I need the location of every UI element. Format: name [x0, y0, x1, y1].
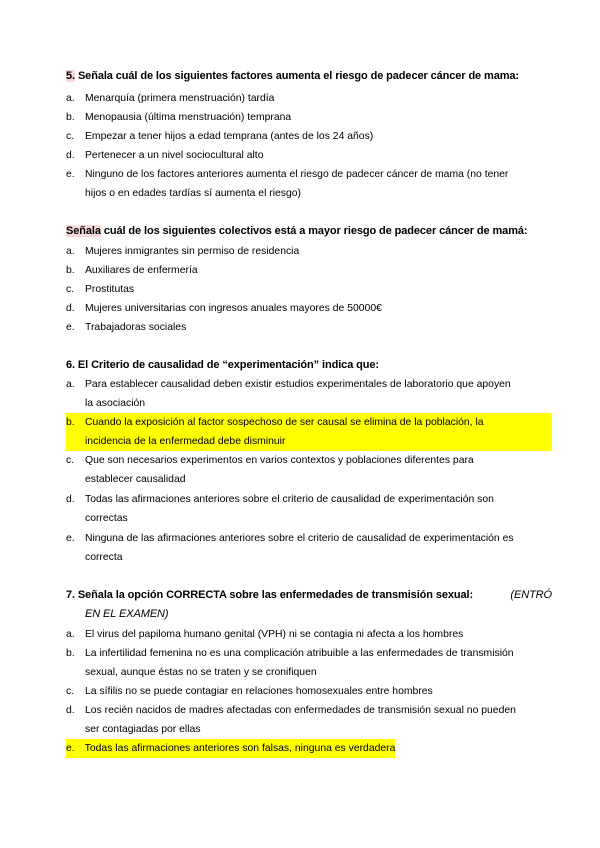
option-letter: d.	[66, 303, 75, 314]
option-text: Mujeres universitarias con ingresos anuales mayores de 50000€	[85, 303, 382, 314]
option-text-line-2: correcta	[85, 552, 123, 563]
option-letter: a.	[66, 629, 75, 640]
option-text: Todas las afirmaciones anteriores son falsas, ninguna es verdadera	[84, 743, 396, 754]
option-text-line-1: Ninguno de los factores anteriores aumenta el riesgo de padecer cáncer de mama (no tener	[85, 169, 509, 180]
option-letter: d.	[66, 494, 75, 505]
question-7-text: 7. Señala la opción CORRECTA sobre las enfermedades de transmisión sexual:	[66, 589, 474, 601]
question-5-option-c	[66, 127, 552, 146]
option-text: El virus del papiloma humano genital (VPH) ni se contagia ni afecta a los hombres	[85, 629, 464, 640]
question-5b-option-e	[66, 318, 552, 337]
option-letter: b.	[66, 265, 75, 276]
question-5b-option-b	[66, 261, 552, 280]
option-letter: c.	[66, 131, 75, 142]
highlight	[66, 739, 395, 758]
question-6-option-d	[66, 490, 552, 528]
option-letter: a.	[66, 379, 75, 390]
option-text: Menarquía (primera menstruación) tardía	[85, 93, 275, 104]
option-text: Menopausia (última menstruación) temprana	[85, 112, 292, 123]
option-text: Empezar a tener hijos a edad temprana (antes de los 24 años)	[85, 131, 374, 142]
option-letter: a.	[66, 246, 75, 257]
question-7-note-line-2: EN EL EXAMEN)	[85, 608, 169, 620]
question-5b-highlighted-word: Señala	[66, 225, 101, 237]
question-5b-option-a	[66, 242, 552, 261]
question-5-option-e	[66, 165, 552, 203]
option-letter: b.	[66, 112, 75, 123]
option-text: Auxiliares de enfermería	[85, 265, 198, 276]
question-5b-option-c	[66, 280, 552, 299]
question-5-text: Señala cuál de los siguientes factores aumenta el riesgo de padecer cáncer de mama:	[74, 70, 519, 82]
question-5-option-d	[66, 146, 552, 165]
highlight: incidencia de la enfermedad debe disminuir	[85, 436, 286, 447]
question-7-option-a	[66, 625, 552, 644]
option-letter: b.	[66, 417, 75, 428]
option-letter: b.	[66, 648, 75, 659]
option-text-line-2: establecer causalidad	[85, 474, 186, 485]
option-letter: e.	[66, 169, 75, 180]
option-letter: d.	[66, 705, 75, 716]
option-text-line-1: Ninguna de las afirmaciones anteriores sobre el criterio de causalidad de experimentación es	[85, 533, 514, 544]
question-7-option-b	[66, 644, 552, 682]
option-text-line-1: Todas las afirmaciones anteriores sobre el criterio de causalidad de experimentación son	[85, 494, 494, 505]
option-letter: d.	[66, 150, 75, 161]
question-5b-option-d	[66, 299, 552, 318]
option-text: Trabajadoras sociales	[85, 322, 187, 333]
question-6-title: 6. El Criterio de causalidad de “experimentación” indica que:	[66, 359, 379, 371]
question-7-title	[66, 586, 552, 624]
option-text: Mujeres inmigrantes sin permiso de residencia	[85, 246, 300, 257]
question-5-option-a	[66, 89, 552, 108]
option-letter: e.	[66, 533, 75, 544]
question-6-option-c	[66, 451, 552, 489]
option-text-line-2: hijos o en edades tardías sí aumenta el riesgo)	[85, 188, 302, 199]
option-letter: c.	[66, 455, 75, 466]
option-text: Prostitutas	[85, 284, 135, 295]
question-6-option-a	[66, 375, 552, 413]
question-6-option-e	[66, 529, 552, 567]
option-text: La sífilis no se puede contagiar en relaciones homosexuales entre hombres	[85, 686, 433, 697]
option-text-line-2: ser contagiadas por ellas	[85, 724, 201, 735]
question-7-option-d	[66, 701, 552, 739]
option-letter: e.	[66, 322, 75, 333]
question-7-option-c	[66, 682, 552, 701]
option-letter: a.	[66, 93, 75, 104]
question-5-option-b	[66, 108, 552, 127]
option-text-line-1: Para establecer causalidad deben existir estudios experimentales de laboratorio que apoyen	[85, 379, 511, 390]
question-5b-title	[66, 222, 552, 241]
option-text: Pertenecer a un nivel sociocultural alto	[85, 150, 264, 161]
question-5-title	[66, 67, 552, 86]
option-letter: e.	[66, 743, 75, 754]
option-text-line-2: la asociación	[85, 398, 146, 409]
question-7-option-e-highlighted	[66, 739, 552, 758]
option-letter: c.	[66, 284, 75, 295]
question-5b-text: cuál de los siguientes colectivos está a mayor riesgo de padecer cáncer de mamá:	[100, 225, 528, 237]
question-7-note-line-1: (ENTRÓ	[510, 589, 552, 601]
question-5-number: 5.	[66, 70, 75, 82]
option-text-line-1: La infertilidad femenina no es una complicación atribuible a las enfermedades de transmisión	[85, 648, 514, 659]
option-text-line-1: Cuando la exposición al factor sospechoso de ser causal se elimina de la población, la	[85, 417, 484, 428]
option-text-line-1: Los recién nacidos de madres afectadas con enfermedades de transmisión sexual no pueden	[85, 705, 516, 716]
option-text-line-2	[66, 432, 552, 451]
option-text-line-1: Que son necesarios experimentos en varios contextos y poblaciones diferentes para	[85, 455, 474, 466]
option-text-line-2: correctas	[85, 513, 128, 524]
option-text-line-2: sexual, aunque éstas no se traten y se cronifiquen	[85, 667, 317, 678]
option-letter: c.	[66, 686, 75, 697]
question-6-option-b-highlighted	[66, 413, 552, 451]
